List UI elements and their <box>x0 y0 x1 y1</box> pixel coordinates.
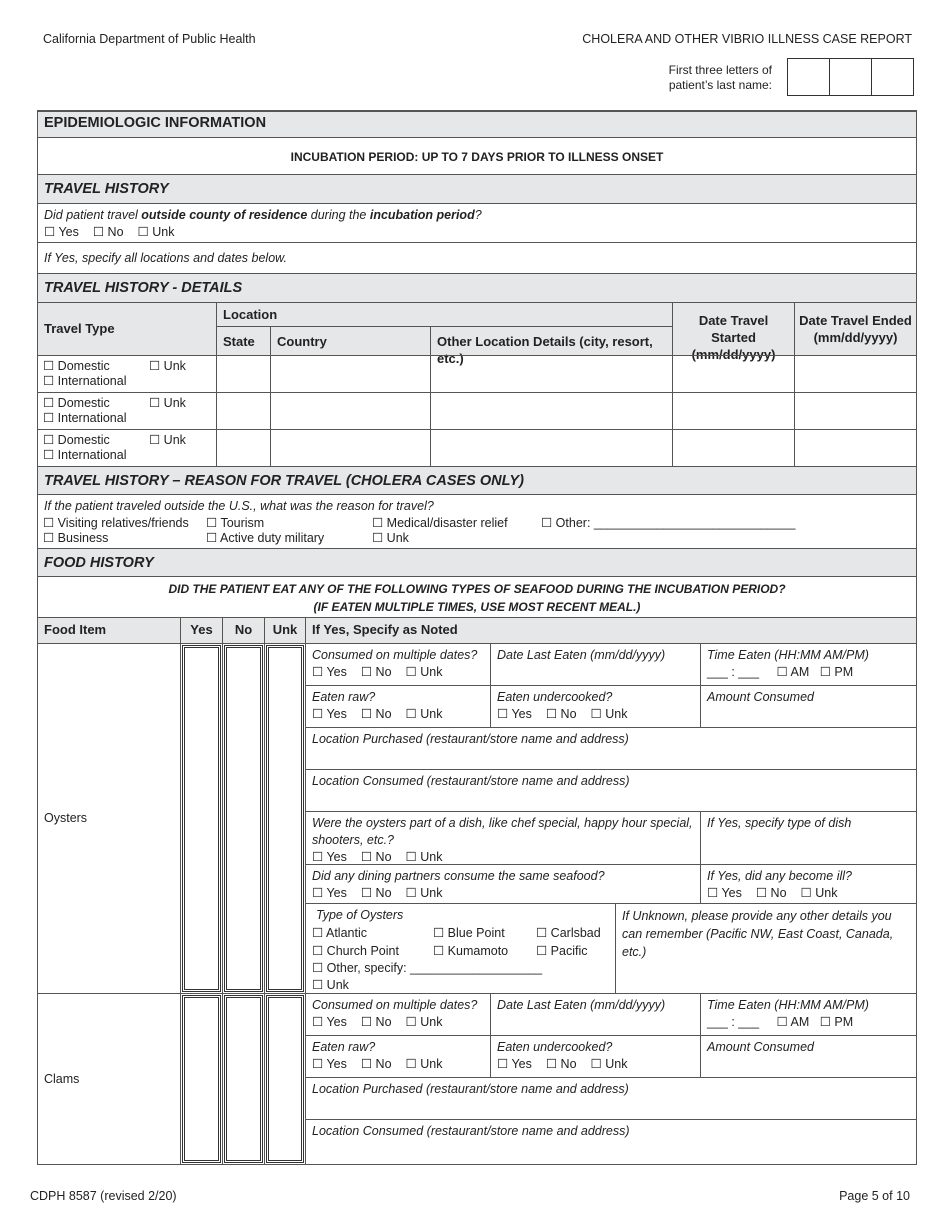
oyster-type-field <box>305 903 616 994</box>
checkbox-unk[interactable]: ☐ Unk <box>149 433 186 447</box>
field-label: Type of Oysters <box>316 908 404 922</box>
checkbox-unk[interactable]: ☐ Unk <box>405 665 443 679</box>
checkbox-unk[interactable]: ☐ Unk <box>405 1015 443 1029</box>
undercooked-field[interactable] <box>490 1035 701 1078</box>
checkbox-no[interactable]: ☐ No <box>360 886 392 900</box>
checkbox-yes[interactable]: ☐ Yes <box>312 886 347 900</box>
field-label: Eaten undercooked? <box>497 1040 613 1054</box>
field-label: Amount Consumed <box>707 690 815 704</box>
last-name-letter-1[interactable] <box>787 58 830 96</box>
checkbox-domestic[interactable]: ☐ Domestic <box>43 396 110 410</box>
food-item-oysters: Oysters <box>37 643 181 994</box>
field-label: Location Consumed (restaurant/store name and address) <box>312 774 630 788</box>
field-label: Location Consumed (restaurant/store name and address) <box>312 1124 630 1138</box>
checkbox-international[interactable]: ☐ International <box>43 374 127 388</box>
state-input[interactable] <box>216 429 271 467</box>
partners-ill-field[interactable] <box>700 864 917 904</box>
reason-block <box>37 494 917 549</box>
amount-consumed-field[interactable] <box>700 1035 917 1078</box>
oysters-unk-cell[interactable] <box>264 643 306 994</box>
agency-name: California Department of Public Health <box>43 32 256 46</box>
date-started-input[interactable] <box>672 355 795 393</box>
amount-consumed-field[interactable] <box>700 685 917 728</box>
date-started-input[interactable] <box>672 429 795 467</box>
field-label: Consumed on multiple dates? <box>312 648 478 662</box>
section-travel: TRAVEL HISTORY <box>37 174 917 204</box>
travel-question-text: Did patient travel outside county of residence during the incubation period? <box>44 208 482 222</box>
checkbox-pacific[interactable]: ☐ Pacific <box>536 944 588 958</box>
location-consumed-field[interactable] <box>305 1119 917 1165</box>
checkbox-medical[interactable]: ☐ Medical/disaster relief <box>372 516 508 530</box>
time-input[interactable]: ___ : ___ <box>707 1015 760 1029</box>
checkbox-other[interactable]: ☐ Other: _____________________________ <box>541 516 796 530</box>
page-number: Page 5 of 10 <box>839 1189 910 1203</box>
multiple-dates-field[interactable] <box>305 643 491 686</box>
col-state: State <box>216 326 271 356</box>
checkbox-no[interactable]: ☐ No <box>360 1057 392 1071</box>
last-name-label <box>640 63 772 93</box>
checkbox-kumamoto[interactable]: ☐ Kumamoto <box>433 944 509 958</box>
col-date-ended: Date Travel Ended (mm/dd/yyyy) <box>794 302 917 356</box>
date-ended-input[interactable] <box>794 355 917 393</box>
checkbox-no[interactable]: ☐ No <box>360 850 392 864</box>
checkbox-international[interactable]: ☐ International <box>43 411 127 425</box>
country-input[interactable] <box>270 392 431 430</box>
checkbox-no[interactable]: ☐ No <box>545 1057 577 1071</box>
location-purchased-field[interactable] <box>305 727 917 770</box>
travel-type-cell <box>37 429 217 467</box>
checkbox-yes[interactable]: ☐ Yes <box>707 886 742 900</box>
date-last-eaten-field[interactable] <box>490 643 701 686</box>
col-no: No <box>222 617 265 644</box>
checkbox-unk[interactable]: ☐ Unk <box>405 886 443 900</box>
reason-question: If the patient traveled outside the U.S., what was the reason for travel? <box>44 499 434 513</box>
state-input[interactable] <box>216 392 271 430</box>
date-ended-input[interactable] <box>794 429 917 467</box>
checkbox-tourism[interactable]: ☐ Tourism <box>206 516 265 530</box>
col-travel-type: Travel Type <box>37 302 217 356</box>
eaten-raw-field[interactable] <box>305 1035 491 1078</box>
field-label: If Unknown, please provide any other details you can remember (Pacific NW, East Coast, Canada, etc.) <box>622 909 894 959</box>
section-reason: TRAVEL HISTORY – REASON FOR TRAVEL (CHOLERA CASES ONLY) <box>37 466 917 495</box>
section-travel-details: TRAVEL HISTORY - DETAILS <box>37 273 917 303</box>
checkbox-unk[interactable]: ☐ Unk <box>372 531 409 545</box>
dish-type-field[interactable] <box>700 811 917 865</box>
col-unk: Unk <box>264 617 306 644</box>
unknown-details-field[interactable] <box>615 903 917 994</box>
if-yes-note: If Yes, specify all locations and dates below. <box>37 242 917 274</box>
field-label: Amount Consumed <box>707 1040 815 1054</box>
clams-unk-cell[interactable] <box>264 993 306 1165</box>
checkbox-am[interactable]: ☐ AM <box>776 665 810 679</box>
field-label: Date Last Eaten (mm/dd/yyyy) <box>497 998 666 1012</box>
col-food-item: Food Item <box>37 617 181 644</box>
checkbox-unk[interactable]: ☐ Unk <box>405 850 443 864</box>
checkbox-yes[interactable]: ☐ Yes <box>312 1057 347 1071</box>
travel-type-cell <box>37 355 217 393</box>
checkbox-domestic[interactable]: ☐ Domestic <box>43 433 110 447</box>
checkbox-pm[interactable]: ☐ PM <box>819 665 854 679</box>
oysters-yes-cell[interactable] <box>180 643 223 994</box>
report-title: CHOLERA AND OTHER VIBRIO ILLNESS CASE REPORT <box>582 32 912 46</box>
time-input[interactable]: ___ : ___ <box>707 665 760 679</box>
col-location: Location <box>216 302 673 327</box>
checkbox-no[interactable]: ☐ No <box>92 225 124 239</box>
checkbox-am[interactable]: ☐ AM <box>776 1015 810 1029</box>
col-yes: Yes <box>180 617 223 644</box>
checkbox-visiting[interactable]: ☐ Visiting relatives/friends <box>43 516 189 530</box>
checkbox-domestic[interactable]: ☐ Domestic <box>43 359 110 373</box>
field-label: Time Eaten (HH:MM AM/PM) <box>707 648 869 662</box>
checkbox-carlsbad[interactable]: ☐ Carlsbad <box>536 926 601 940</box>
checkbox-no[interactable]: ☐ No <box>360 707 392 721</box>
location-purchased-field[interactable] <box>305 1077 917 1120</box>
field-label: Location Purchased (restaurant/store name and address) <box>312 1082 629 1096</box>
checkbox-blue-point[interactable]: ☐ Blue Point <box>433 926 505 940</box>
checkbox-pm[interactable]: ☐ PM <box>819 1015 854 1029</box>
field-label: If Yes, did any become ill? <box>707 869 852 883</box>
col-country: Country <box>270 326 431 356</box>
form-number: CDPH 8587 (revised 2/20) <box>30 1189 177 1203</box>
field-label: Eaten undercooked? <box>497 690 613 704</box>
checkbox-military[interactable]: ☐ Active duty military <box>206 531 325 545</box>
col-other-location: Other Location Details (city, resort, etc.) <box>430 326 673 356</box>
time-eaten-field[interactable] <box>700 643 917 686</box>
country-input[interactable] <box>270 429 431 467</box>
field-label: If Yes, specify type of dish <box>707 816 852 830</box>
section-epi: EPIDEMIOLOGIC INFORMATION <box>37 110 917 138</box>
checkbox-church-point[interactable]: ☐ Church Point <box>312 944 399 958</box>
field-label: Location Purchased (restaurant/store name and address) <box>312 732 629 746</box>
undercooked-field[interactable] <box>490 685 701 728</box>
checkbox-unk[interactable]: ☐ Unk <box>405 1057 443 1071</box>
field-label: Eaten raw? <box>312 690 376 704</box>
checkbox-no[interactable]: ☐ No <box>360 665 392 679</box>
checkbox-yes[interactable]: ☐ Yes <box>312 1015 347 1029</box>
multiple-dates-field[interactable] <box>305 993 491 1036</box>
checkbox-no[interactable]: ☐ No <box>755 886 787 900</box>
checkbox-no[interactable]: ☐ No <box>545 707 577 721</box>
date-last-eaten-field[interactable] <box>490 993 701 1036</box>
travel-type-cell <box>37 392 217 430</box>
checkbox-unk[interactable]: ☐ Unk <box>405 707 443 721</box>
checkbox-unk[interactable]: ☐ Unk <box>590 707 628 721</box>
label-line: First three letters of <box>668 63 772 77</box>
country-input[interactable] <box>270 355 431 393</box>
checkbox-unk[interactable]: ☐ Unk <box>137 225 175 239</box>
date-started-input[interactable] <box>672 392 795 430</box>
field-label: Eaten raw? <box>312 1040 376 1054</box>
checkbox-unk[interactable]: ☐ Unk <box>590 1057 628 1071</box>
checkbox-yes[interactable]: ☐ Yes <box>497 707 532 721</box>
field-label: Were the oysters part of a dish, like chef special, happy hour special, shooters, etc.? <box>312 816 693 847</box>
field-label: Consumed on multiple dates? <box>312 998 478 1012</box>
last-name-letter-2[interactable] <box>829 58 872 96</box>
checkbox-yes[interactable]: ☐ Yes <box>497 1057 532 1071</box>
partners-field[interactable] <box>305 864 701 904</box>
time-eaten-field[interactable] <box>700 993 917 1036</box>
oysters-no-cell[interactable] <box>222 643 265 994</box>
clams-no-cell[interactable] <box>222 993 265 1165</box>
checkbox-yes[interactable]: ☐ Yes <box>312 665 347 679</box>
checkbox-yes[interactable]: ☐ Yes <box>312 707 347 721</box>
checkbox-unk[interactable]: ☐ Unk <box>800 886 838 900</box>
eaten-raw-field[interactable] <box>305 685 491 728</box>
checkbox-other[interactable]: ☐ Other, specify: ___________________ <box>312 961 543 975</box>
checkbox-yes[interactable]: ☐ Yes <box>44 225 79 239</box>
date-ended-input[interactable] <box>794 392 917 430</box>
dish-field[interactable] <box>305 811 701 865</box>
checkbox-unk[interactable]: ☐ Unk <box>149 359 186 373</box>
checkbox-international[interactable]: ☐ International <box>43 448 127 462</box>
location-consumed-field[interactable] <box>305 769 917 812</box>
state-input[interactable] <box>216 355 271 393</box>
field-label: Time Eaten (HH:MM AM/PM) <box>707 998 869 1012</box>
checkbox-business[interactable]: ☐ Business <box>43 531 109 545</box>
checkbox-atlantic[interactable]: ☐ Atlantic <box>312 926 367 940</box>
col-specify: If Yes, Specify as Noted <box>305 617 917 644</box>
checkbox-unk[interactable]: ☐ Unk <box>149 396 186 410</box>
checkbox-yes[interactable]: ☐ Yes <box>312 850 347 864</box>
clams-yes-cell[interactable] <box>180 993 223 1165</box>
section-food: FOOD HISTORY <box>37 548 917 577</box>
incubation-note: INCUBATION PERIOD: UP TO 7 DAYS PRIOR TO ILLNESS ONSET <box>37 137 917 175</box>
other-location-input[interactable] <box>430 392 673 430</box>
other-location-input[interactable] <box>430 355 673 393</box>
col-date-started: Date Travel Started (mm/dd/yyyy) <box>672 302 795 356</box>
field-label: Did any dining partners consume the same seafood? <box>312 869 605 883</box>
checkbox-no[interactable]: ☐ No <box>360 1015 392 1029</box>
checkbox-unk[interactable]: ☐ Unk <box>312 978 349 992</box>
label-line: patient’s last name: <box>668 78 772 92</box>
food-question: DID THE PATIENT EAT ANY OF THE FOLLOWING TYPES OF SEAFOOD DURING THE INCUBATION PERIOD? (IF EATEN MULTIPLE TIMES, USE MOST RECENT MEAL.) <box>37 576 917 618</box>
other-location-input[interactable] <box>430 429 673 467</box>
food-item-clams: Clams <box>37 993 181 1165</box>
field-label: Date Last Eaten (mm/dd/yyyy) <box>497 648 666 662</box>
last-name-letter-3[interactable] <box>871 58 914 96</box>
travel-question <box>37 203 917 243</box>
